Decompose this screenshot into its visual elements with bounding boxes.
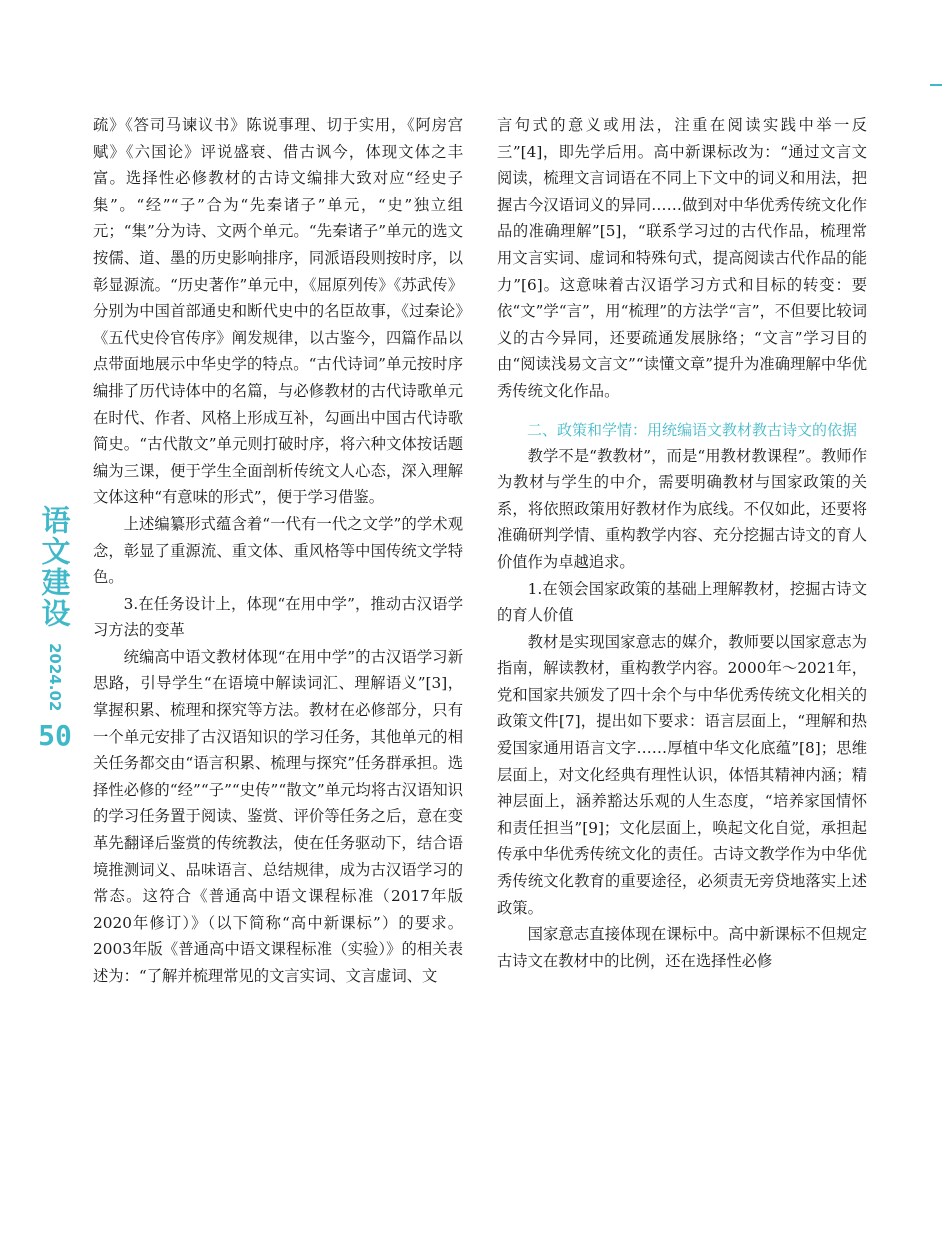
paragraph: 教材是实现国家意志的媒介，教师要以国家意志为指南，解读教材，重构教学内容。2000年～2021年，党和国家共颁发了四十余个与中华优秀传统文化相关的政策文件[7]，提出如下要求：语言层面上，“理解和热爱国家通用语言文字……厚植中华文化底蕴”[8]；思维层面上，对文化经典有理性认识，体悟其精神内涵；精神层面上，涵养豁达乐观的人生态度，“培养家国情怀和责任担当”[9]；文化层面上，唤起文化自觉，承担起传承中华优秀传统文化的责任。古诗文教学作为中华优秀传统文化教育的重要途径，必须责无旁贷地落实上述政策。 [497,632,867,917]
left-column [93,112,463,990]
paragraph: 疏》《答司马谏议书》陈说事理、切于实用，《阿房宫赋》《六国论》评说盛衰、借古讽今，体现文体之丰富。选择性必修教材的古诗文编排大致对应“经史子集”。“经”“子”合为“先秦诸子”单元，“史”独立组元；“集”分为诗、文两个单元。“先秦诸子”单元的选文按儒、道、墨的历史影响排序，同派语段则按时序，以彰显源流。“历史著作”单元中，《屈原列传》《苏武传》分别为中国首部通史和断代史中的名臣故事，《过秦论》《五代史伶官传序》阐发规律，以古鉴今，四篇作品以点带面地展示中华史学的特点。“古代诗词”单元按时序编排了历代诗体中的名篇，与必修教材的古代诗歌单元在时代、作者、风格上形成互补，勾画出中国古代诗歌简史。“古代散文”单元则打破时序，将六种文体按话题编为三课，便于学生全面剖析传统文人心态，深入理解文体这种“有意味的形式”，便于学习借鉴。 [93,116,463,507]
paragraph: 统编高中语文教材体现“在用中学”的古汉语学习新思路，引导学生“在语境中解读词汇、理解语义”[3]，掌握积累、梳理和探究等方法。教材在必修部分，只有一个单元安排了古汉语知识的学习任务，其他单元的相关任务都交由“语言积累、梳理与探究”任务群承担。选择性必修的“经”“子”“史传”“散文”单元均将古汉语知识的学习任务置于阅读、鉴赏、评价等任务之后，意在变革先翻译后鉴赏的传统教法，使在任务驱动下，结合语境推测词义、品味语言、总结规律，成为古汉语学习的常态。这符合《普通高中语文课程标准（2017年版2020年修订）》（以下简称“高中新课标”）的要求。2003年版《普通高中语文课程标准（实验）》的相关表述为：“了解并梳理常见的文言实词、文言虚词、文 [93,647,463,985]
paragraph: 言句式的意义或用法，注重在阅读实践中举一反三”[4]，即先学后用。高中新课标改为：“通过文言文阅读，梳理文言词语在不同上下文中的词义和用法，把握古今汉语词义的异同……做到对中华优秀传统文化作品的准确理解”[5]，“联系学习过的古代作品，梳理常用文言实词、虚词和特殊句式，提高阅读古代作品的能力”[6]。这意味着古汉语学习方式和目标的转变：要依“文”学“言”，用“梳理”的方法学“言”，不但要比较词义的古今异同，还要疏通发展脉络；“文言”学习目的由“阅读浅易文言文”“读懂文章”提升为准确理解中华优秀传统文化作品。 [497,116,867,400]
sidebar [30,505,80,752]
subheading: 1.在领会国家政策的基础上理解教材，挖掘古诗文的育人价值 [497,579,867,625]
section-heading: 二、政策和学情：用统编语文教材教古诗文的依据 [527,420,858,439]
paragraph: 上述编纂形式蕴含着“一代有一代之文学”的学术观念，彰显了重源流、重文体、重风格等中国传统文学特色。 [93,514,463,587]
issue-number: 2024.02 [46,643,64,712]
paragraph: 国家意志直接体现在课标中。高中新课标不但规定古诗文在教材中的比例，还在选择性必修 [497,925,867,970]
right-column [497,112,867,974]
subheading: 3.在任务设计上，体现“在用中学”，推动古汉语学习方法的变革 [93,594,463,640]
journal-name: 语文建设 [37,505,72,629]
corner-mark [930,84,942,86]
page-number: 50 [38,719,72,753]
paragraph: 教学不是“教教材”，而是“用教材教课程”。教师作为教材与学生的中介，需要明确教材与国家政策的关系，将依照政策用好教材作为底线。不仅如此，还要将准确研判学情、重构教学内容、充分挖掘古诗文的育人价值作为卓越追求。 [497,446,867,571]
